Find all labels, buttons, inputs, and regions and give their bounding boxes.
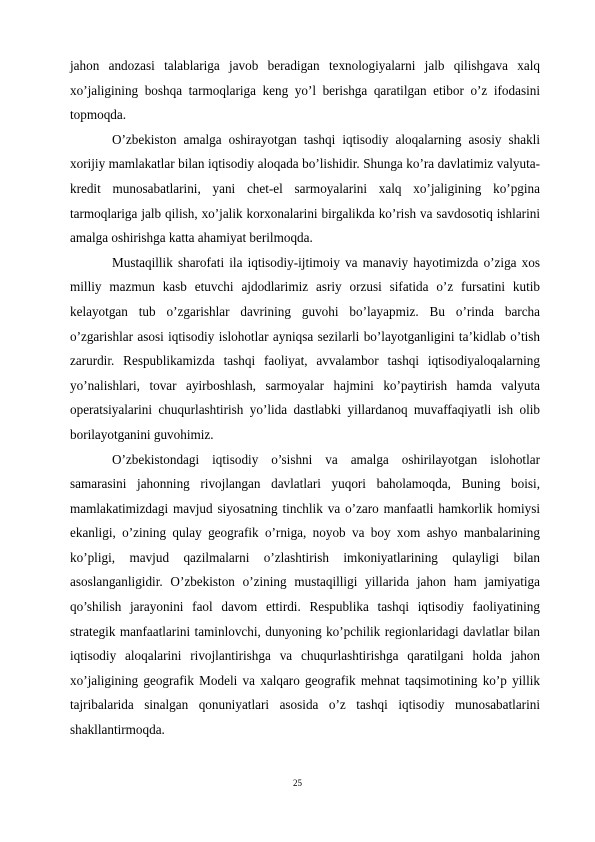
paragraph-3: Mustaqillik sharofati ila iqtisodiy-ijtimoiy va manaviy hayotimizda o’ziga xos milliy mazmun kasb etuvchi ajdodlarimiz asriy orzusi sifatida o’z fursatini kutib kelayotgan tub o’zgarishlar davrining guvohi bo’layapmiz. Bu o’rinda barcha o’zgarishlar asosi iqtisodiy islohotlar ayniqsa sezilarli bo’layotganligini ta’kidlab o’tish zarurdir. Respublikamizda tashqi faoliyat, avvalambor tashqi iqtisodiyaloqalarning yo’nalishlari, tovar ayirboshlash, sarmoyalar hajmini ko’paytirish hamda valyuta operatsiyalarini chuqurlashtirish yo’lida dastlabki yillardanoq muvaffaqiyatli ish olib borilayotganini guvohimiz. (70, 254, 540, 442)
paragraph-2: O’zbekiston amalga oshirayotgan tashqi iqtisodiy aloqalarning asosiy shakli xorijiy mamlakatlar bilan iqtisodiy aloqada bo’lishidir. Shunga ko’ra davlatimiz valyuta-kredit munosabatlarini, yani chet-el sarmoyalarini xalq xo’jaligining ko’pgina tarmoqlariga jalb qilish, xo’jalik korxonalarini birgalikda ko’rish va savdosotiq ishlarini amalga oshirishga katta ahamiyat berilmoqda. (70, 131, 540, 246)
document-body (70, 54, 540, 743)
paragraph-1: jahon andozasi talablariga javob beradigan texnologiyalarni jalb qilishgava xalq xo’jaligining boshqa tarmoqlariga keng yo’l berishga qaratilgan etibor o’z ifodasini topmoqda. (70, 58, 540, 123)
paragraph-4: O’zbekistondagi iqtisodiy o’sishni va amalga oshirilayotgan islohotlar samarasini jahonning rivojlangan davlatlari yuqori baholamoqda, Buning boisi, mamlakatimizdagi mavjud siyosatning tinchlik va o’zaro manfaatli hamkorlik homiysi ekanligi, o’zining qulay geografik o’rniga, noyob va boy xom ashyo manbalarining ko’pligi, mavjud qazilmalarni o’zlashtirish imkoniyatlarining qulayligi bilan asoslanganligidir. O’zbekiston o’zining mustaqilligi yillarida jahon ham jamiyatiga qo’shilish jarayonini faol davom ettirdi. Respublika tashqi iqtisodiy faoliyatining strategik manfaatlarini taminlovchi, dunyoning ko’pchilik regionlaridagi davlatlar bilan iqtisodiy aloqalarini rivojlantirishga va chuqurlashtirishga qaratilgani holda jahon xo’jaligining geografik Modeli va xalqaro geografik mehnat taqsimotining ko’p yillik tajribalarida sinalgan qonuniyatlari asosida o’z tashqi iqtisodiy munosabatlarini shakllantirmoqda. (70, 451, 540, 738)
page-number: 25 (293, 778, 302, 788)
